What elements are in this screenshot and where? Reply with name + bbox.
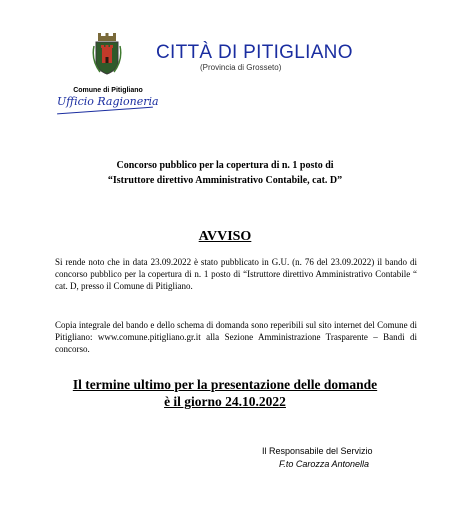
province-name: (Provincia di Grosseto) (200, 63, 282, 72)
deadline-line-1: Il termine ultimo per la presentazione delle domande (72, 377, 378, 392)
coat-of-arms-icon (91, 32, 123, 76)
notice-paragraph-2: Copia integrale del bando e dello schema di domanda sono reperibili sul sito internet del Comune di Pitigliano: www.comune.pitigliano.gr.it alla Sezione Amministrazione Trasparente – Bandi di concorso. (55, 320, 417, 354)
office-name: Ufficio Ragioneria (57, 95, 159, 108)
deadline-line-2: è il giorno 24.10.2022 (164, 394, 286, 409)
city-name: CITTÀ DI PITIGLIANO (156, 42, 353, 63)
notice-title: AVVISO (198, 229, 252, 244)
signature-role: Il Responsabile del Servizio (262, 446, 373, 456)
concorso-line-2: “Istruttore direttivo Amministrativo Contabile, cat. D” (107, 175, 343, 186)
signature-name: F.to Carozza Antonella (279, 459, 370, 469)
notice-paragraph-1: Si rende noto che in data 23.09.2022 è stato pubblicato in G.U. (n. 76 del 23.09.2022) il bando di concorso pubblico per la copertura di n. 1 posto di “Istruttore direttivo Amministrativo Contabile “ cat. D, presso il Comune di Pitigliano. (55, 257, 417, 291)
concorso-line-1: Concorso pubblico per la copertura di n. 1 posto di (116, 160, 334, 171)
comune-label: Comune di Pitigliano (73, 87, 143, 94)
